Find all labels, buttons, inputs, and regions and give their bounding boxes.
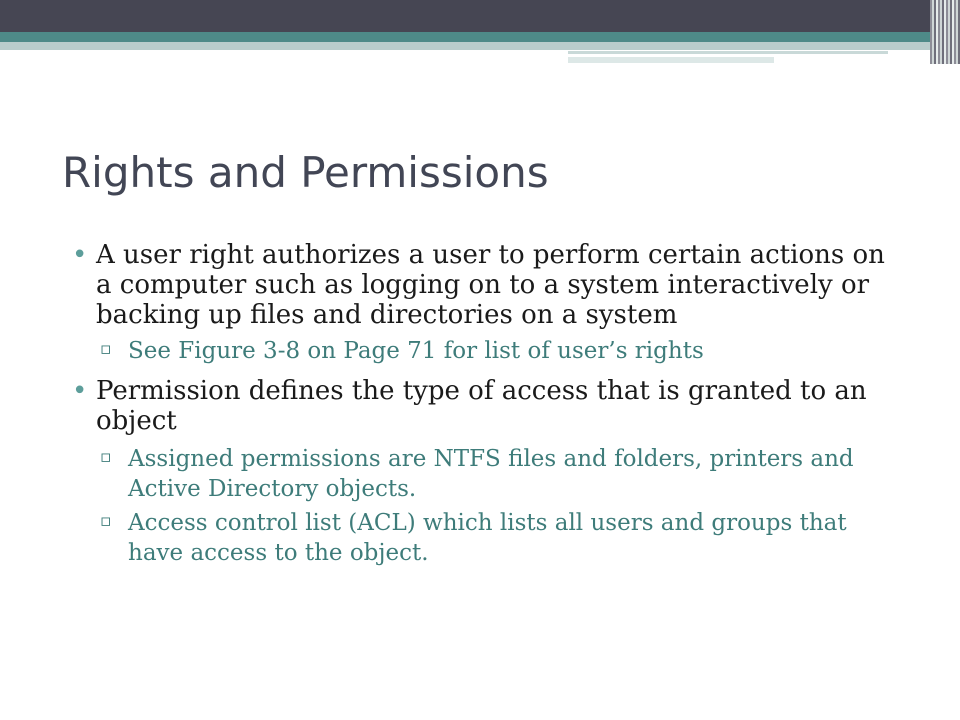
sub-bullet-square-icon: ▫ <box>100 339 112 359</box>
header-band-teal <box>0 32 960 42</box>
header-band-dark <box>0 0 960 32</box>
sub-bullet-item <box>72 336 902 366</box>
sub-bullet-text: Assigned permissions are NTFS files and folders, printers and Active Directory objects. <box>128 446 854 502</box>
slide-body <box>72 240 902 572</box>
sub-bullet-item <box>72 444 902 504</box>
bullet-text: A user right authorizes a user to perform certain actions on a computer such as logging on to a system interactively or backing up files and directories on a system <box>96 240 885 330</box>
sub-bullet-square-icon: ▫ <box>100 511 112 531</box>
header-accent-line <box>568 51 888 54</box>
sub-bullet-square-icon: ▫ <box>100 447 112 467</box>
sub-bullet-item <box>72 508 902 568</box>
bullet-dot-icon: • <box>72 376 88 406</box>
slide-title: Rights and Permissions <box>62 148 549 197</box>
bullet-text: Permission defines the type of access that is granted to an object <box>96 376 867 436</box>
bullet-item <box>72 376 902 436</box>
header-stripes <box>930 0 960 64</box>
bullet-item <box>72 240 902 330</box>
header-band-light <box>0 42 930 50</box>
sub-bullet-text: See Figure 3-8 on Page 71 for list of user’s rights <box>128 338 704 364</box>
bullet-dot-icon: • <box>72 240 88 270</box>
header-accent-line <box>568 57 774 63</box>
sub-bullet-text: Access control list (ACL) which lists all users and groups that have access to the object. <box>128 510 847 566</box>
